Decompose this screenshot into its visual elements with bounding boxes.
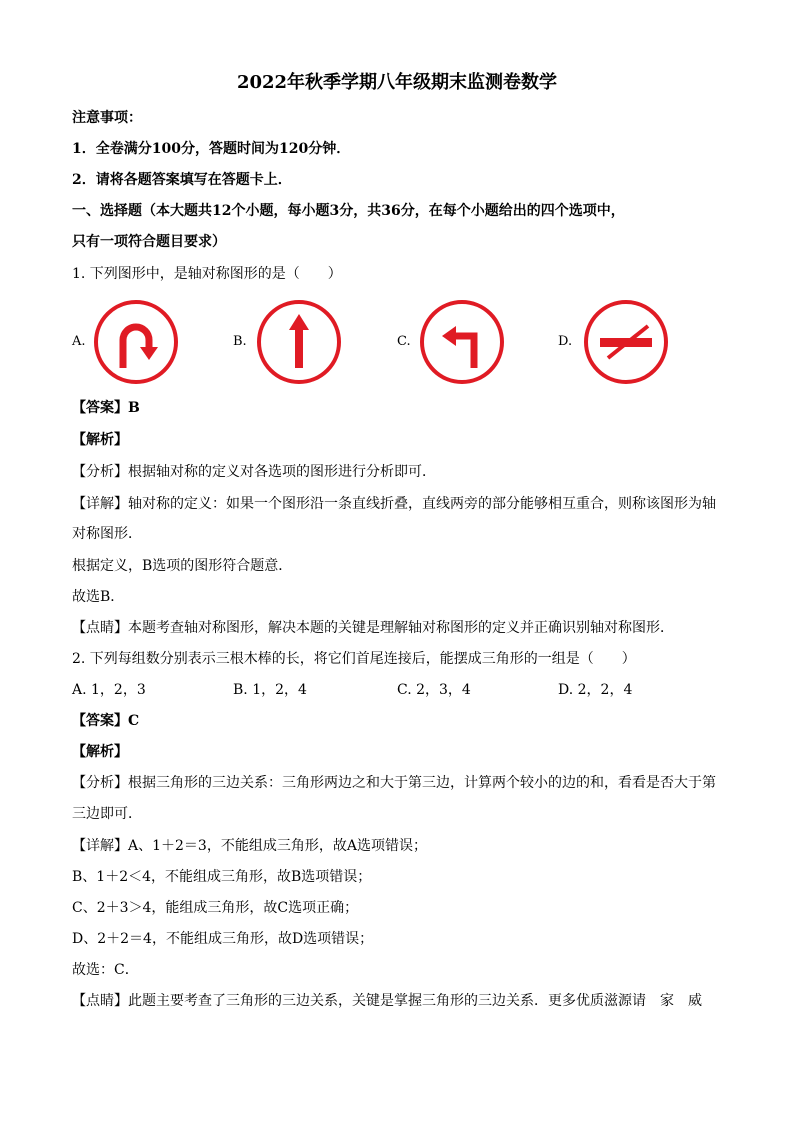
question-2-detail-b: B、1＋2＜4，不能组成三角形，故B选项错误； xyxy=(72,869,372,885)
question-1-stem: 1. 下列图形中，是轴对称图形的是（ ） xyxy=(72,266,342,282)
question-2-option-b: B. 1，2，4 xyxy=(233,682,307,698)
question-1-choose: 故选B． xyxy=(72,589,125,605)
option-c-label: C. xyxy=(397,334,411,349)
question-2-fenxi-line-1: 【分析】根据三角形的三边关系：三角形两边之和大于第三边，计算两个较小的边的和，看看是否大于第 xyxy=(72,775,716,791)
section-heading-line-1: 一、选择题（本大题共12个小题，每小题3分，共36分，在每个小题给出的四个选项中， xyxy=(72,203,625,219)
u-turn-arrow-icon xyxy=(92,298,180,386)
question-2-detail-a: 【详解】A、1＋2＝3，不能组成三角形，故A选项错误； xyxy=(72,838,427,854)
question-2-detail-d: D、2＋2＝4，不能组成三角形，故D选项错误； xyxy=(72,931,374,947)
section-heading-line-2: 只有一项符合题目要求） xyxy=(72,234,226,250)
notes-item-2: 2．请将各题答案填写在答题卡上． xyxy=(72,172,292,188)
question-2-comment: 【点睛】此题主要考查了三角形的三边关系，关键是掌握三角形的三边关系．更多优质滋源请 家 威 xyxy=(72,993,702,1009)
page-title: 2022年秋季学期八年级期末监测卷数学 xyxy=(236,72,558,93)
question-1-analysis-heading: 【解析】 xyxy=(72,432,128,448)
question-2-stem: 2. 下列每组数分别表示三根木棒的长，将它们首尾连接后，能摆成三角形的一组是（ ） xyxy=(72,651,636,667)
question-2-detail-c: C、2＋3＞4，能组成三角形，故C选项正确； xyxy=(72,900,359,916)
question-2-option-a: A. 1，2，3 xyxy=(72,682,146,698)
question-1-detail-line-1: 【详解】轴对称的定义：如果一个图形沿一条直线折叠，直线两旁的部分能够相互重合，则称该图形为轴 xyxy=(72,496,716,512)
question-1-detail-line-2: 对称图形． xyxy=(72,526,142,542)
question-1-fenxi: 【分析】根据轴对称的定义对各选项的图形进行分析即可． xyxy=(72,464,436,480)
question-2-answer: 【答案】C xyxy=(72,713,140,729)
option-a-label: A. xyxy=(72,334,86,349)
up-arrow-icon xyxy=(255,298,343,386)
question-2-option-d: D. 2，2，4 xyxy=(558,682,633,698)
question-1-answer: 【答案】B xyxy=(72,400,140,416)
question-1-comment: 【点睛】本题考查轴对称图形，解决本题的关键是理解轴对称图形的定义并正确识别轴对称图形． xyxy=(72,620,674,636)
notes-item-1: 1．全卷满分100分，答题时间为120分钟． xyxy=(72,141,351,157)
no-crossing-bar-icon xyxy=(580,298,672,386)
question-1-detail-line-3: 根据定义，B选项的图形符合题意． xyxy=(72,558,293,574)
option-d-label: D. xyxy=(558,334,573,349)
question-2-fenxi-line-2: 三边即可． xyxy=(72,806,142,822)
question-2-analysis-heading: 【解析】 xyxy=(72,744,128,760)
notes-heading: 注意事项： xyxy=(72,110,142,126)
option-b-label: B. xyxy=(233,334,247,349)
question-2-option-c: C. 2，3，4 xyxy=(397,682,471,698)
question-2-choose: 故选：C． xyxy=(72,962,139,978)
left-turn-arrow-icon xyxy=(418,298,506,386)
